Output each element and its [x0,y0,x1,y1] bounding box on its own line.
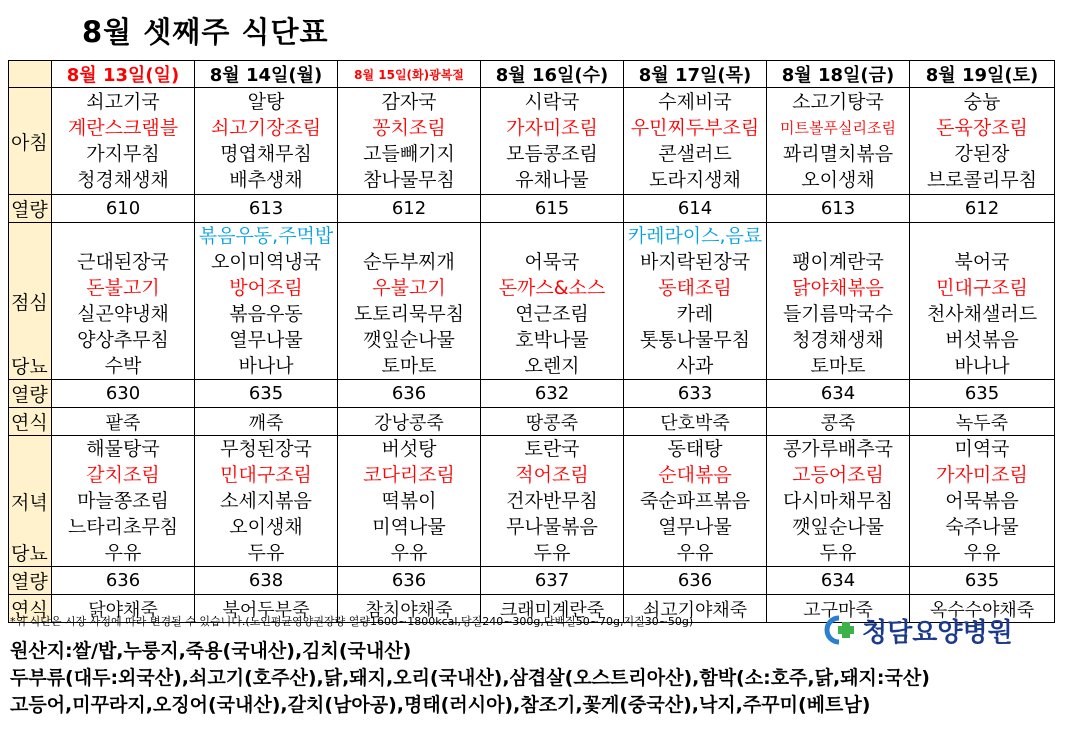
menu-item: 갈치조림 [86,464,160,486]
menu-item: 고들빼기지 [363,143,455,165]
snack-value: 쇠고기야채죽 [624,595,767,623]
menu-item: 떡볶이 [381,490,437,512]
menu-item: 쇠고기장조림 [210,117,322,139]
row-label-lunch [9,223,52,380]
menu-item: 카레라이스,음료 [627,225,763,247]
dinner-label: 저녁 [11,491,48,514]
menu-item: 돈까스&소스 [498,277,606,299]
menu-item: 두유 [247,542,285,564]
menu-item: 어묵국 [524,251,580,273]
menu-item [910,223,1054,249]
snack-value: 깨죽 [195,408,338,436]
breakfast-menu-cell [481,88,624,195]
menu-item: 무나물볶음 [506,516,598,538]
snack-value: 옥수수야채죽 [910,595,1055,623]
menu-item: 버섯탕 [381,438,437,460]
snack-value: 땅콩죽 [481,408,624,436]
snack-value: 콩죽 [767,408,910,436]
snack-value: 닭야채죽 [52,595,195,623]
menu-item: 양상추무침 [77,329,169,351]
menu-item [767,223,909,249]
origin-line-2: 두부류(대두:외국산),쇠고기(호주산),닭,돼지,오리(국내산),삼겹살(오스트리아산),함박(소:호주,닭,돼지:국산) [10,667,930,689]
menu-item: 톳통나물무침 [639,329,751,351]
menu-item: 들기름막국수 [782,303,894,325]
menu-item: 브로콜리무침 [926,169,1038,191]
calorie-value: 635 [195,380,338,408]
menu-item: 사과 [676,355,714,377]
breakfast-menu-cell [910,88,1055,195]
menu-item: 콘샐러드 [658,143,732,165]
menu-item: 민대구조림 [936,277,1028,299]
menu-item: 어묵볶음 [945,490,1019,512]
menu-item: 미역국 [954,438,1010,460]
menu-item: 건자반무침 [506,490,598,512]
menu-item: 우민찌두부조림 [630,117,760,139]
lunch-row [9,223,1055,380]
menu-item: 시락국 [524,91,580,113]
nutrition-note: *위 식단은 시장 사정에 따라 변경될 수 있습니다.(노인평균영양권장량 열량1600~1800kcal,당질240~300g,단백질50~70g,지질30~50g) [10,615,694,628]
calorie-value: 634 [767,567,910,595]
menu-item: 다시마채무침 [782,490,894,512]
row-label-calories: 열량 [9,567,52,595]
menu-item: 동태탕 [667,438,723,460]
calorie-value: 635 [910,380,1055,408]
menu-item: 유채나물 [515,169,589,191]
snack-row-1 [9,408,1055,436]
menu-item: 깻잎순나물 [792,516,884,538]
menu-item: 강된장 [954,143,1010,165]
snack-value: 크래미계란죽 [481,595,624,623]
lunch-label: 점심 [11,291,48,314]
menu-item: 무청된장국 [220,438,312,460]
origin-line-1: 원산지:쌀/밥,누룽지,죽용(국내산),김치(국내산) [10,640,412,662]
menu-item: 소고기탕국 [792,91,884,113]
snack-value: 참치야채죽 [338,595,481,623]
row-label-dinner [9,436,52,567]
menu-item: 우유 [676,542,714,564]
header-row [9,61,1055,88]
calorie-value: 610 [52,195,195,223]
menu-item: 청경채생채 [77,169,169,191]
breakfast-row [9,88,1055,195]
day-header: 8월 14일(월) [195,61,338,88]
calorie-value: 636 [624,567,767,595]
hospital-name: 청담요양병원 [862,617,1013,648]
menu-item: 참나물무침 [363,169,455,191]
menu-item: 팽이계란국 [792,251,884,273]
menu-item: 방어조림 [229,277,303,299]
snack-value: 단호박죽 [624,408,767,436]
menu-item: 버섯볶음 [945,329,1019,351]
calorie-value: 636 [52,567,195,595]
dinner-calorie-row [9,567,1055,595]
menu-item: 꽁치조림 [372,117,446,139]
menu-item: 열무나물 [658,516,732,538]
day-header: 8월 17일(목) [624,61,767,88]
menu-item: 깻잎순나물 [363,329,455,351]
menu-item [481,223,623,249]
menu-item: 가자미조림 [936,464,1028,486]
menu-item: 모듬콩조림 [506,143,598,165]
menu-item: 돈육장조림 [936,117,1028,139]
calorie-value: 634 [767,380,910,408]
menu-item: 수제비국 [658,91,732,113]
calorie-value: 638 [195,567,338,595]
dinner-menu-cell [52,436,195,567]
menu-item: 동태조림 [658,277,732,299]
lunch-menu-cell [767,223,910,380]
menu-item: 오렌지 [524,355,580,377]
origin-line-3: 고등어,미꾸라지,오징어(국내산),갈치(남아공),명태(러시아),참조기,꽃게(중국산),낙지,주꾸미(베트남) [10,694,871,716]
menu-item: 숭늉 [963,91,1001,113]
menu-item: 우불고기 [372,277,446,299]
menu-item [52,223,194,249]
calorie-value: 630 [52,380,195,408]
calorie-value: 636 [338,567,481,595]
breakfast-menu-cell [52,88,195,195]
snack-value: 녹두죽 [910,408,1055,436]
lunch-menu-cell [481,223,624,380]
menu-item: 카레 [676,303,714,325]
corner-cell [9,61,52,88]
menu-item: 코다리조림 [363,464,455,486]
menu-item: 토란국 [524,438,580,460]
menu-item: 감자국 [381,91,437,113]
dinner-row [9,436,1055,567]
menu-item: 북어국 [954,251,1010,273]
row-label-breakfast: 아침 [9,88,52,195]
snack-value: 북어두부죽 [195,595,338,623]
row-label-calories: 열량 [9,380,52,408]
hospital-logo [822,612,1013,648]
day-header: 8월 13일(일) [52,61,195,88]
row-label-snack: 연식 [9,595,52,623]
menu-item: 미트볼푸실리조림 [780,119,896,137]
menu-item: 알탕 [247,91,285,113]
menu-item: 느타리초무침 [67,516,179,538]
menu-item: 수박 [104,355,142,377]
menu-item: 닭야채볶음 [792,277,884,299]
dinner-menu-cell [624,436,767,567]
snack-value: 강낭콩죽 [338,408,481,436]
menu-item: 가지무침 [86,143,160,165]
calorie-value: 636 [338,380,481,408]
menu-item: 청경채생채 [792,329,884,351]
menu-item: 배추생채 [229,169,303,191]
menu-item: 근대된장국 [77,251,169,273]
menu-item: 호박나물 [515,329,589,351]
dinner-menu-cell [338,436,481,567]
menu-item: 계란스크램블 [67,117,179,139]
diabetic-label: 당뇨 [11,356,48,378]
menu-item: 오이생채 [229,516,303,538]
breakfast-menu-cell [767,88,910,195]
dinner-menu-cell [910,436,1055,567]
menu-item: 가자미조림 [506,117,598,139]
calorie-value: 612 [910,195,1055,223]
menu-item: 미역나물 [372,516,446,538]
calorie-value: 612 [338,195,481,223]
menu-item: 열무나물 [229,329,303,351]
lunch-menu-cell [195,223,338,380]
menu-item: 순대볶음 [658,464,732,486]
calorie-value: 632 [481,380,624,408]
dinner-menu-cell [481,436,624,567]
menu-item: 숙주나물 [945,516,1019,538]
menu-item: 바지락된장국 [639,251,751,273]
menu-item: 실곤약냉채 [77,303,169,325]
breakfast-calorie-row [9,195,1055,223]
menu-item: 오이미역냉국 [210,251,322,273]
menu-item: 도토리묵무침 [353,303,465,325]
day-header: 8월 16일(수) [481,61,624,88]
menu-item: 볶음우동,주먹밥 [198,225,334,247]
day-header: 8월 19일(토) [910,61,1055,88]
calorie-value: 637 [481,567,624,595]
calorie-value: 613 [767,195,910,223]
snack-value: 팥죽 [52,408,195,436]
row-label-calories: 열량 [9,195,52,223]
page-title: 8월 셋째주 식단표 [82,15,329,49]
dinner-menu-cell [767,436,910,567]
menu-item: 연근조림 [515,303,589,325]
menu-table [8,60,1055,623]
menu-item: 두유 [819,542,857,564]
menu-item: 쇠고기국 [86,91,160,113]
hospital-cross-icon [822,615,856,645]
calorie-value: 635 [910,567,1055,595]
menu-item: 오이생채 [801,169,875,191]
menu-item: 토마토 [810,355,866,377]
menu-item: 적어조림 [515,464,589,486]
breakfast-menu-cell [195,88,338,195]
lunch-menu-cell [52,223,195,380]
menu-item: 볶음우동 [229,303,303,325]
snack-value: 고구마죽 [767,595,910,623]
breakfast-menu-cell [338,88,481,195]
menu-item: 두유 [533,542,571,564]
menu-item: 고등어조림 [792,464,884,486]
lunch-menu-cell [910,223,1055,380]
lunch-calorie-row [9,380,1055,408]
menu-item: 순두부찌개 [363,251,455,273]
menu-item: 도라지생채 [649,169,741,191]
menu-item [338,223,480,249]
lunch-menu-cell [338,223,481,380]
row-label-snack: 연식 [9,408,52,436]
menu-item: 우유 [104,542,142,564]
menu-item: 꽈리멸치볶음 [782,143,894,165]
menu-item: 콩가루배추국 [782,438,894,460]
dinner-menu-cell [195,436,338,567]
menu-item: 바나나 [238,355,294,377]
menu-item: 죽순파프볶음 [639,490,751,512]
menu-item: 돈불고기 [86,277,160,299]
menu-item: 천사채샐러드 [926,303,1038,325]
diabetic-label: 당뇨 [11,543,48,565]
menu-item: 소세지볶음 [220,490,312,512]
menu-item: 명엽채무침 [220,143,312,165]
menu-item: 마늘쫑조림 [77,490,169,512]
calorie-value: 613 [195,195,338,223]
menu-item: 토마토 [381,355,437,377]
day-header: 8월 15일(화)광복절 [338,61,481,88]
breakfast-menu-cell [624,88,767,195]
day-header: 8월 18일(금) [767,61,910,88]
lunch-menu-cell [624,223,767,380]
calorie-value: 615 [481,195,624,223]
calorie-value: 633 [624,380,767,408]
menu-item: 해물탕국 [86,438,160,460]
calorie-value: 614 [624,195,767,223]
menu-item: 바나나 [954,355,1010,377]
menu-item: 우유 [963,542,1001,564]
menu-item: 민대구조림 [220,464,312,486]
menu-item: 우유 [390,542,428,564]
